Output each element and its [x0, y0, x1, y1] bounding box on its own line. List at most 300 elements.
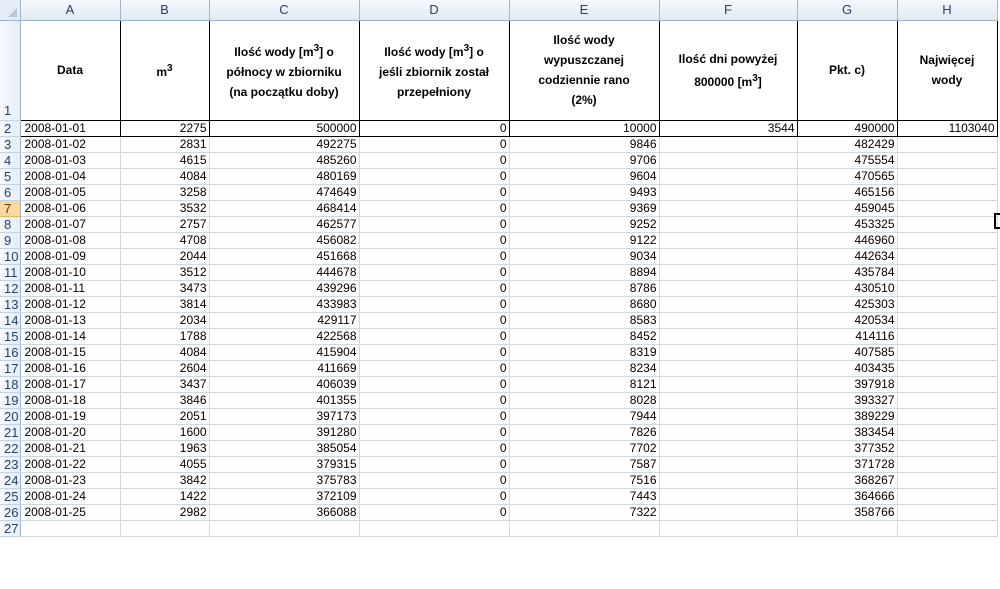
cell-c[interactable]: 444678	[209, 264, 359, 280]
cell-h[interactable]	[897, 296, 997, 312]
row-header[interactable]: 7	[0, 200, 20, 216]
cell-h[interactable]	[897, 440, 997, 456]
row-header[interactable]: 19	[0, 392, 20, 408]
cell-g[interactable]: 397918	[797, 376, 897, 392]
cell-e[interactable]: 9604	[509, 168, 659, 184]
cell-a[interactable]: 2008-01-12	[20, 296, 120, 312]
row-header[interactable]: 14	[0, 312, 20, 328]
cell-a[interactable]: 2008-01-13	[20, 312, 120, 328]
cell-h[interactable]	[897, 136, 997, 152]
table-row	[0, 456, 997, 472]
cell-e[interactable]: 7443	[509, 488, 659, 504]
cell-g[interactable]: 470565	[797, 168, 897, 184]
cell-c[interactable]: 468414	[209, 200, 359, 216]
cell-b[interactable]: 1422	[120, 488, 209, 504]
cell-d[interactable]: 0	[359, 232, 509, 248]
cell-h[interactable]	[897, 424, 997, 440]
cell-g[interactable]: 475554	[797, 152, 897, 168]
cell-c[interactable]: 385054	[209, 440, 359, 456]
header-cell-pkt-c[interactable]	[797, 20, 897, 120]
header-text: Ilość wody	[553, 33, 615, 47]
cell-f[interactable]	[659, 408, 797, 424]
cell-e[interactable]	[509, 520, 659, 536]
header-cell-most-water[interactable]	[897, 20, 997, 120]
cell-c[interactable]	[209, 520, 359, 536]
cell-e[interactable]: 7587	[509, 456, 659, 472]
cell-g[interactable]: 465156	[797, 184, 897, 200]
cell-d[interactable]: 0	[359, 184, 509, 200]
row-header[interactable]: 3	[0, 136, 20, 152]
cell-h[interactable]	[897, 200, 997, 216]
cell-d[interactable]: 0	[359, 152, 509, 168]
table-row	[0, 328, 997, 344]
table-row	[0, 312, 997, 328]
cell-h[interactable]	[897, 312, 997, 328]
header-text: 800000 [m	[694, 74, 753, 89]
header-cell-released-water[interactable]	[509, 20, 659, 120]
cell-c[interactable]: 391280	[209, 424, 359, 440]
header-cell-data[interactable]	[20, 20, 120, 120]
table-row	[0, 424, 997, 440]
cell-f[interactable]	[659, 440, 797, 456]
cell-a[interactable]: 2008-01-20	[20, 424, 120, 440]
cell-e[interactable]: 9493	[509, 184, 659, 200]
cell-a[interactable]: 2008-01-03	[20, 152, 120, 168]
cell-g[interactable]: 453325	[797, 216, 897, 232]
cell-f[interactable]	[659, 344, 797, 360]
cell-d[interactable]: 0	[359, 296, 509, 312]
cell-a[interactable]: 2008-01-14	[20, 328, 120, 344]
cell-a[interactable]: 2008-01-02	[20, 136, 120, 152]
cell-b[interactable]	[120, 520, 209, 536]
column-header-c[interactable]: C	[209, 0, 359, 20]
row-header[interactable]: 18	[0, 376, 20, 392]
superscript: 3	[167, 62, 173, 74]
cell-a[interactable]: 2008-01-16	[20, 360, 120, 376]
cell-a[interactable]: 2008-01-04	[20, 168, 120, 184]
row-header[interactable]: 25	[0, 488, 20, 504]
cell-b[interactable]: 2831	[120, 136, 209, 152]
cell-f[interactable]	[659, 424, 797, 440]
table-row	[0, 408, 997, 424]
table-row	[0, 168, 997, 184]
cell-b[interactable]: 1600	[120, 424, 209, 440]
cell-b[interactable]: 1963	[120, 440, 209, 456]
table-row	[0, 184, 997, 200]
cell-d[interactable]: 0	[359, 200, 509, 216]
cell-h[interactable]	[897, 504, 997, 520]
cell-f[interactable]	[659, 280, 797, 296]
cell-g[interactable]: 420534	[797, 312, 897, 328]
header-text: Najwięcej	[919, 53, 975, 67]
header-text: codziennie rano	[538, 73, 630, 87]
table-row	[0, 152, 997, 168]
cell-b[interactable]: 2604	[120, 360, 209, 376]
cell-h[interactable]	[897, 248, 997, 264]
table-row	[0, 280, 997, 296]
row-header[interactable]: 24	[0, 472, 20, 488]
cell-f[interactable]	[659, 248, 797, 264]
column-header-e[interactable]: E	[509, 0, 659, 20]
table-row	[0, 360, 997, 376]
cell-h[interactable]	[897, 344, 997, 360]
header-cell-water-at-midnight[interactable]	[209, 20, 359, 120]
row-header[interactable]: 23	[0, 456, 20, 472]
superscript: 3	[313, 42, 320, 54]
cell-g[interactable]: 446960	[797, 232, 897, 248]
header-text: Ilość wody [m	[234, 44, 314, 59]
cell-f[interactable]	[659, 488, 797, 504]
cell-d[interactable]: 0	[359, 216, 509, 232]
cell-e[interactable]: 8121	[509, 376, 659, 392]
cell-c[interactable]: 366088	[209, 504, 359, 520]
cell-g[interactable]	[797, 520, 897, 536]
header-cell-m3[interactable]	[120, 20, 209, 120]
header-text: ]	[757, 74, 762, 89]
cell-g[interactable]: 383454	[797, 424, 897, 440]
cell-c[interactable]: 401355	[209, 392, 359, 408]
cell-a[interactable]: 2008-01-18	[20, 392, 120, 408]
cell-h[interactable]	[897, 376, 997, 392]
cell-g[interactable]: 371728	[797, 456, 897, 472]
cell-f[interactable]	[659, 456, 797, 472]
table-row	[0, 248, 997, 264]
cell-c[interactable]: 500000	[209, 120, 359, 136]
row-header[interactable]: 11	[0, 264, 20, 280]
cell-d[interactable]: 0	[359, 168, 509, 184]
table-row	[0, 376, 997, 392]
cell-f[interactable]	[659, 328, 797, 344]
cell-b[interactable]: 4615	[120, 152, 209, 168]
cell-e[interactable]: 8234	[509, 360, 659, 376]
header-text: ] o	[319, 44, 334, 59]
row-header[interactable]: 27	[0, 520, 20, 536]
cell-e[interactable]: 8028	[509, 392, 659, 408]
cell-g[interactable]: 482429	[797, 136, 897, 152]
cell-c[interactable]: 492275	[209, 136, 359, 152]
cell-g[interactable]: 368267	[797, 472, 897, 488]
cell-a[interactable]: 2008-01-23	[20, 472, 120, 488]
cell-e[interactable]: 8583	[509, 312, 659, 328]
cell-f[interactable]	[659, 312, 797, 328]
cell-b[interactable]: 3814	[120, 296, 209, 312]
cell-h[interactable]	[897, 392, 997, 408]
row-header[interactable]: 26	[0, 504, 20, 520]
cell-b[interactable]: 3846	[120, 392, 209, 408]
cell-d[interactable]: 0	[359, 360, 509, 376]
superscript: 3	[463, 42, 470, 54]
row-header[interactable]: 21	[0, 424, 20, 440]
cell-h[interactable]	[897, 520, 997, 536]
row-header[interactable]: 17	[0, 360, 20, 376]
cell-d[interactable]: 0	[359, 424, 509, 440]
row-header[interactable]: 20	[0, 408, 20, 424]
table-row	[0, 392, 997, 408]
cell-a[interactable]: 2008-01-24	[20, 488, 120, 504]
header-text: (na początku doby)	[229, 84, 339, 99]
cell-c[interactable]: 462577	[209, 216, 359, 232]
table-row	[0, 504, 997, 520]
cell-c[interactable]: 474649	[209, 184, 359, 200]
column-header-h[interactable]: H	[897, 0, 997, 20]
cell-d[interactable]: 0	[359, 264, 509, 280]
cell-h[interactable]	[897, 328, 997, 344]
cell-a[interactable]: 2008-01-22	[20, 456, 120, 472]
cell-e[interactable]: 9706	[509, 152, 659, 168]
cell-d[interactable]	[359, 520, 509, 536]
cell-a[interactable]: 2008-01-06	[20, 200, 120, 216]
cell-f[interactable]	[659, 360, 797, 376]
cell-a[interactable]: 2008-01-15	[20, 344, 120, 360]
cell-h[interactable]	[897, 184, 997, 200]
cell-d[interactable]: 0	[359, 504, 509, 520]
cell-h[interactable]	[897, 216, 997, 232]
header-text: Data	[56, 63, 83, 77]
row-header[interactable]: 2	[0, 120, 20, 136]
cell-g[interactable]: 430510	[797, 280, 897, 296]
cell-h[interactable]	[897, 168, 997, 184]
cell-d[interactable]: 0	[359, 488, 509, 504]
cell-d[interactable]: 0	[359, 440, 509, 456]
cell-b[interactable]: 3512	[120, 264, 209, 280]
cell-b[interactable]: 3258	[120, 184, 209, 200]
cell-a[interactable]: 2008-01-25	[20, 504, 120, 520]
cell-a[interactable]: 2008-01-21	[20, 440, 120, 456]
cell-h[interactable]	[897, 456, 997, 472]
cell-g[interactable]: 389229	[797, 408, 897, 424]
cell-e[interactable]: 7516	[509, 472, 659, 488]
cell-f[interactable]	[659, 504, 797, 520]
header-text: ] o	[469, 44, 484, 59]
cell-a[interactable]	[20, 520, 120, 536]
cell-h[interactable]: 1103040	[897, 120, 997, 136]
cell-h[interactable]	[897, 488, 997, 504]
row-header[interactable]: 12	[0, 280, 20, 296]
cell-a[interactable]: 2008-01-11	[20, 280, 120, 296]
row-header[interactable]: 13	[0, 296, 20, 312]
cell-c[interactable]: 415904	[209, 344, 359, 360]
cell-b[interactable]: 2982	[120, 504, 209, 520]
header-cell-overflow[interactable]	[359, 20, 509, 120]
cell-h[interactable]	[897, 264, 997, 280]
superscript: 3	[752, 72, 758, 84]
cell-e[interactable]: 7944	[509, 408, 659, 424]
cell-d[interactable]: 0	[359, 408, 509, 424]
table-row	[0, 472, 997, 488]
cell-c[interactable]: 375783	[209, 472, 359, 488]
cell-b[interactable]: 3437	[120, 376, 209, 392]
table-row	[0, 296, 997, 312]
cell-g[interactable]: 364666	[797, 488, 897, 504]
cell-c[interactable]: 439296	[209, 280, 359, 296]
cell-e[interactable]: 8452	[509, 328, 659, 344]
active-cell-indicator	[994, 213, 1000, 229]
cell-g[interactable]: 403435	[797, 360, 897, 376]
table-row	[0, 520, 997, 536]
cell-a[interactable]: 2008-01-08	[20, 232, 120, 248]
cell-e[interactable]: 8319	[509, 344, 659, 360]
column-header-g[interactable]: G	[797, 0, 897, 20]
cell-d[interactable]: 0	[359, 376, 509, 392]
cell-f[interactable]	[659, 232, 797, 248]
row-header[interactable]: 4	[0, 152, 20, 168]
cell-c[interactable]: 433983	[209, 296, 359, 312]
cell-f[interactable]	[659, 472, 797, 488]
cell-d[interactable]: 0	[359, 280, 509, 296]
header-text: (2%)	[571, 93, 597, 107]
cell-b[interactable]: 4708	[120, 232, 209, 248]
table-row	[0, 440, 997, 456]
cell-h[interactable]	[897, 360, 997, 376]
header-cell-days-above[interactable]	[659, 20, 797, 120]
cell-d[interactable]: 0	[359, 328, 509, 344]
cell-h[interactable]	[897, 280, 997, 296]
cell-g[interactable]: 459045	[797, 200, 897, 216]
cell-e[interactable]: 9034	[509, 248, 659, 264]
cell-g[interactable]: 442634	[797, 248, 897, 264]
cell-g[interactable]: 358766	[797, 504, 897, 520]
column-header-f[interactable]: F	[659, 0, 797, 20]
table-row	[0, 216, 997, 232]
cell-e[interactable]: 9846	[509, 136, 659, 152]
cell-c[interactable]: 406039	[209, 376, 359, 392]
select-all-corner[interactable]	[0, 0, 20, 20]
cell-h[interactable]	[897, 408, 997, 424]
cell-g[interactable]: 490000	[797, 120, 897, 136]
table-row	[0, 488, 997, 504]
cell-h[interactable]	[897, 232, 997, 248]
cell-g[interactable]: 425303	[797, 296, 897, 312]
cell-f[interactable]	[659, 296, 797, 312]
header-text: jeśli zbiornik został	[378, 64, 490, 79]
table-row	[0, 264, 997, 280]
cell-c[interactable]: 397173	[209, 408, 359, 424]
table-row	[0, 120, 997, 136]
cell-f[interactable]: 3544	[659, 120, 797, 136]
column-header-b[interactable]: B	[120, 0, 209, 20]
cell-g[interactable]: 393327	[797, 392, 897, 408]
cell-e[interactable]: 9122	[509, 232, 659, 248]
header-text: Ilość wody [m	[384, 44, 464, 59]
cell-h[interactable]	[897, 152, 997, 168]
cell-g[interactable]: 435784	[797, 264, 897, 280]
cell-a[interactable]: 2008-01-01	[20, 120, 120, 136]
column-header-a[interactable]: A	[20, 0, 120, 20]
row-header[interactable]: 10	[0, 248, 20, 264]
cell-f[interactable]	[659, 216, 797, 232]
cell-e[interactable]: 7322	[509, 504, 659, 520]
cell-c[interactable]: 411669	[209, 360, 359, 376]
cell-f[interactable]	[659, 200, 797, 216]
row-header[interactable]: 9	[0, 232, 20, 248]
header-text: Ilość dni powyżej	[678, 51, 778, 66]
header-text: m	[156, 64, 168, 79]
cell-d[interactable]: 0	[359, 472, 509, 488]
cell-c[interactable]: 451668	[209, 248, 359, 264]
cell-e[interactable]: 10000	[509, 120, 659, 136]
cell-g[interactable]: 407585	[797, 344, 897, 360]
cell-e[interactable]: 8680	[509, 296, 659, 312]
row-header[interactable]: 5	[0, 168, 20, 184]
cell-d[interactable]: 0	[359, 248, 509, 264]
cell-e[interactable]: 7826	[509, 424, 659, 440]
column-header-d[interactable]: D	[359, 0, 509, 20]
cell-a[interactable]: 2008-01-07	[20, 216, 120, 232]
cell-h[interactable]	[897, 472, 997, 488]
cell-c[interactable]: 372109	[209, 488, 359, 504]
row-header[interactable]: 8	[0, 216, 20, 232]
cell-a[interactable]: 2008-01-17	[20, 376, 120, 392]
cell-f[interactable]	[659, 392, 797, 408]
cell-a[interactable]: 2008-01-09	[20, 248, 120, 264]
header-text: wypuszczanej	[543, 53, 625, 67]
cell-b[interactable]: 2757	[120, 216, 209, 232]
cell-b[interactable]: 2275	[120, 120, 209, 136]
cell-b[interactable]: 4084	[120, 344, 209, 360]
cell-c[interactable]: 485260	[209, 152, 359, 168]
row-header[interactable]: 1	[0, 20, 20, 120]
cell-e[interactable]: 9369	[509, 200, 659, 216]
cell-b[interactable]: 3532	[120, 200, 209, 216]
cell-f[interactable]	[659, 136, 797, 152]
cell-f[interactable]	[659, 376, 797, 392]
cell-e[interactable]: 8894	[509, 264, 659, 280]
row-header[interactable]: 15	[0, 328, 20, 344]
cell-d[interactable]: 0	[359, 456, 509, 472]
cell-b[interactable]: 4055	[120, 456, 209, 472]
cell-c[interactable]: 480169	[209, 168, 359, 184]
cell-c[interactable]: 379315	[209, 456, 359, 472]
cell-b[interactable]: 3842	[120, 472, 209, 488]
cell-a[interactable]: 2008-01-19	[20, 408, 120, 424]
cell-b[interactable]: 2051	[120, 408, 209, 424]
cell-f[interactable]	[659, 264, 797, 280]
cell-a[interactable]: 2008-01-05	[20, 184, 120, 200]
header-text: północy w zbiorniku	[226, 64, 342, 79]
cell-a[interactable]: 2008-01-10	[20, 264, 120, 280]
cell-c[interactable]: 429117	[209, 312, 359, 328]
cell-f[interactable]	[659, 168, 797, 184]
cell-d[interactable]: 0	[359, 344, 509, 360]
cell-g[interactable]: 377352	[797, 440, 897, 456]
row-header[interactable]: 22	[0, 440, 20, 456]
cell-f[interactable]	[659, 184, 797, 200]
cell-d[interactable]: 0	[359, 136, 509, 152]
cell-b[interactable]: 3473	[120, 280, 209, 296]
cell-c[interactable]: 422568	[209, 328, 359, 344]
cell-e[interactable]: 9252	[509, 216, 659, 232]
header-text: przepełniony	[396, 84, 471, 99]
cell-f[interactable]	[659, 520, 797, 536]
cell-b[interactable]: 2034	[120, 312, 209, 328]
cell-c[interactable]: 456082	[209, 232, 359, 248]
cell-d[interactable]: 0	[359, 120, 509, 136]
cell-d[interactable]: 0	[359, 392, 509, 408]
cell-b[interactable]: 1788	[120, 328, 209, 344]
table-row	[0, 344, 997, 360]
cell-e[interactable]: 8786	[509, 280, 659, 296]
row-header[interactable]: 6	[0, 184, 20, 200]
cell-b[interactable]: 2044	[120, 248, 209, 264]
cell-g[interactable]: 414116	[797, 328, 897, 344]
row-header[interactable]: 16	[0, 344, 20, 360]
select-all-triangle-icon	[8, 8, 17, 17]
cell-d[interactable]: 0	[359, 312, 509, 328]
header-text: wody	[931, 73, 963, 87]
cell-b[interactable]: 4084	[120, 168, 209, 184]
cell-e[interactable]: 7702	[509, 440, 659, 456]
cell-f[interactable]	[659, 152, 797, 168]
